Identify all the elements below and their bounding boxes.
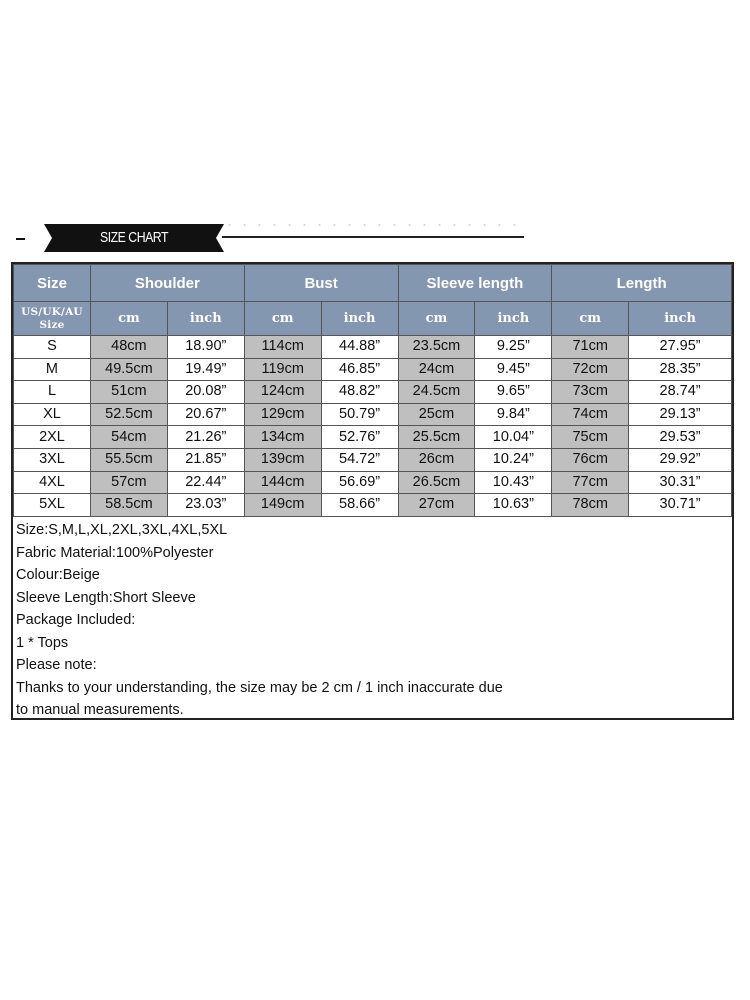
note-line: 1 * Tops (16, 634, 69, 651)
unit-header: cm (552, 302, 629, 336)
cm-value-cell: 144cm (244, 471, 321, 494)
cm-value-cell: 134cm (244, 426, 321, 449)
inch-value-cell: 30.71” (629, 494, 732, 517)
group-header: Shoulder (90, 265, 244, 302)
cm-value-cell: 76cm (552, 448, 629, 471)
inch-value-cell: 52.76” (321, 426, 398, 449)
inch-value-cell: 9.45” (475, 358, 552, 381)
inch-value-cell: 9.65” (475, 381, 552, 404)
inch-value-cell: 28.74” (629, 381, 732, 404)
inch-value-cell: 20.08” (167, 381, 244, 404)
inch-value-cell: 50.79” (321, 403, 398, 426)
note-line: Size:S,M,L,XL,2XL,3XL,4XL,5XL (16, 522, 228, 538)
banner-tab (44, 224, 224, 252)
size-cell: 3XL (14, 448, 91, 471)
unit-header-row (14, 302, 732, 336)
unit-header: cm (90, 302, 167, 336)
cm-value-cell: 75cm (552, 426, 629, 449)
group-header: Sleeve length (398, 265, 552, 302)
size-header: Size (14, 265, 91, 302)
cm-value-cell: 139cm (244, 448, 321, 471)
cm-value-cell: 51cm (90, 381, 167, 404)
inch-value-cell: 10.43” (475, 471, 552, 494)
inch-value-cell: 29.13” (629, 403, 732, 426)
cm-value-cell: 74cm (552, 403, 629, 426)
inch-value-cell: 21.85” (167, 448, 244, 471)
inch-value-cell: 21.26” (167, 426, 244, 449)
product-notes (16, 519, 726, 722)
cm-value-cell: 25cm (398, 403, 475, 426)
cm-value-cell: 23.5cm (398, 336, 475, 359)
inch-value-cell: 9.84” (475, 403, 552, 426)
cm-value-cell: 71cm (552, 336, 629, 359)
note-line: Sleeve Length:Short Sleeve (16, 589, 196, 606)
inch-value-cell: 23.03” (167, 494, 244, 517)
size-cell: S (14, 336, 91, 359)
size-cell: XL (14, 403, 91, 426)
note-line: to manual measurements. (16, 702, 184, 718)
inch-value-cell: 46.85” (321, 358, 398, 381)
cm-value-cell: 54cm (90, 426, 167, 449)
banner-dash (16, 238, 25, 240)
inch-value-cell: 56.69” (321, 471, 398, 494)
table-row (14, 471, 732, 494)
inch-value-cell: 58.66” (321, 494, 398, 517)
group-header-row (14, 265, 732, 302)
cm-value-cell: 48cm (90, 336, 167, 359)
size-cell: L (14, 381, 91, 404)
cm-value-cell: 24cm (398, 358, 475, 381)
inch-value-cell: 18.90” (167, 336, 244, 359)
unit-header: cm (244, 302, 321, 336)
cm-value-cell: 149cm (244, 494, 321, 517)
unit-header: inch (167, 302, 244, 336)
inch-value-cell: 48.82” (321, 381, 398, 404)
unit-header: inch (321, 302, 398, 336)
cm-value-cell: 24.5cm (398, 381, 475, 404)
cm-value-cell: 26cm (398, 448, 475, 471)
inch-value-cell: 10.24” (475, 448, 552, 471)
inch-value-cell: 28.35” (629, 358, 732, 381)
banner-rule (222, 236, 524, 238)
cm-value-cell: 73cm (552, 381, 629, 404)
cm-value-cell: 119cm (244, 358, 321, 381)
table-row (14, 426, 732, 449)
group-header: Length (552, 265, 732, 302)
inch-value-cell: 27.95” (629, 336, 732, 359)
group-header: Bust (244, 265, 398, 302)
note-line: Colour:Beige (16, 567, 100, 583)
cm-value-cell: 52.5cm (90, 403, 167, 426)
size-table (13, 264, 732, 517)
cm-value-cell: 26.5cm (398, 471, 475, 494)
inch-value-cell: 29.92” (629, 448, 732, 471)
table-row (14, 448, 732, 471)
banner-dots (222, 222, 527, 228)
note-line: Thanks to your understanding, the size may be 2 cm / 1 inch inaccurate due (16, 679, 503, 696)
unit-header: inch (629, 302, 732, 336)
cm-value-cell: 58.5cm (90, 494, 167, 517)
inch-value-cell: 30.31” (629, 471, 732, 494)
size-chart-banner (12, 222, 527, 256)
inch-value-cell: 10.63” (475, 494, 552, 517)
cm-value-cell: 129cm (244, 403, 321, 426)
cm-value-cell: 49.5cm (90, 358, 167, 381)
size-chart-sheet (11, 262, 734, 720)
inch-value-cell: 54.72” (321, 448, 398, 471)
cm-value-cell: 27cm (398, 494, 475, 517)
cm-value-cell: 72cm (552, 358, 629, 381)
inch-value-cell: 22.44” (167, 471, 244, 494)
cm-value-cell: 25.5cm (398, 426, 475, 449)
table-row (14, 494, 732, 517)
cm-value-cell: 77cm (552, 471, 629, 494)
inch-value-cell: 10.04” (475, 426, 552, 449)
cm-value-cell: 57cm (90, 471, 167, 494)
size-cell: 5XL (14, 494, 91, 517)
inch-value-cell: 29.53” (629, 426, 732, 449)
unit-header: inch (475, 302, 552, 336)
cm-value-cell: 124cm (244, 381, 321, 404)
inch-value-cell: 9.25” (475, 336, 552, 359)
unit-header: cm (398, 302, 475, 336)
inch-value-cell: 44.88” (321, 336, 398, 359)
table-row (14, 358, 732, 381)
cm-value-cell: 78cm (552, 494, 629, 517)
size-cell: 4XL (14, 471, 91, 494)
table-row (14, 403, 732, 426)
size-cell: 2XL (14, 426, 91, 449)
note-line: Package Included: (16, 612, 136, 628)
cm-value-cell: 114cm (244, 336, 321, 359)
size-region-header: US/UK/AU Size (14, 302, 91, 336)
note-line: Please note: (16, 657, 97, 673)
table-row (14, 336, 732, 359)
inch-value-cell: 20.67” (167, 403, 244, 426)
size-cell: M (14, 358, 91, 381)
inch-value-cell: 19.49” (167, 358, 244, 381)
table-row (14, 381, 732, 404)
note-line: Fabric Material:100%Polyester (16, 544, 214, 561)
cm-value-cell: 55.5cm (90, 448, 167, 471)
banner-title: SIZE CHART (100, 229, 168, 246)
